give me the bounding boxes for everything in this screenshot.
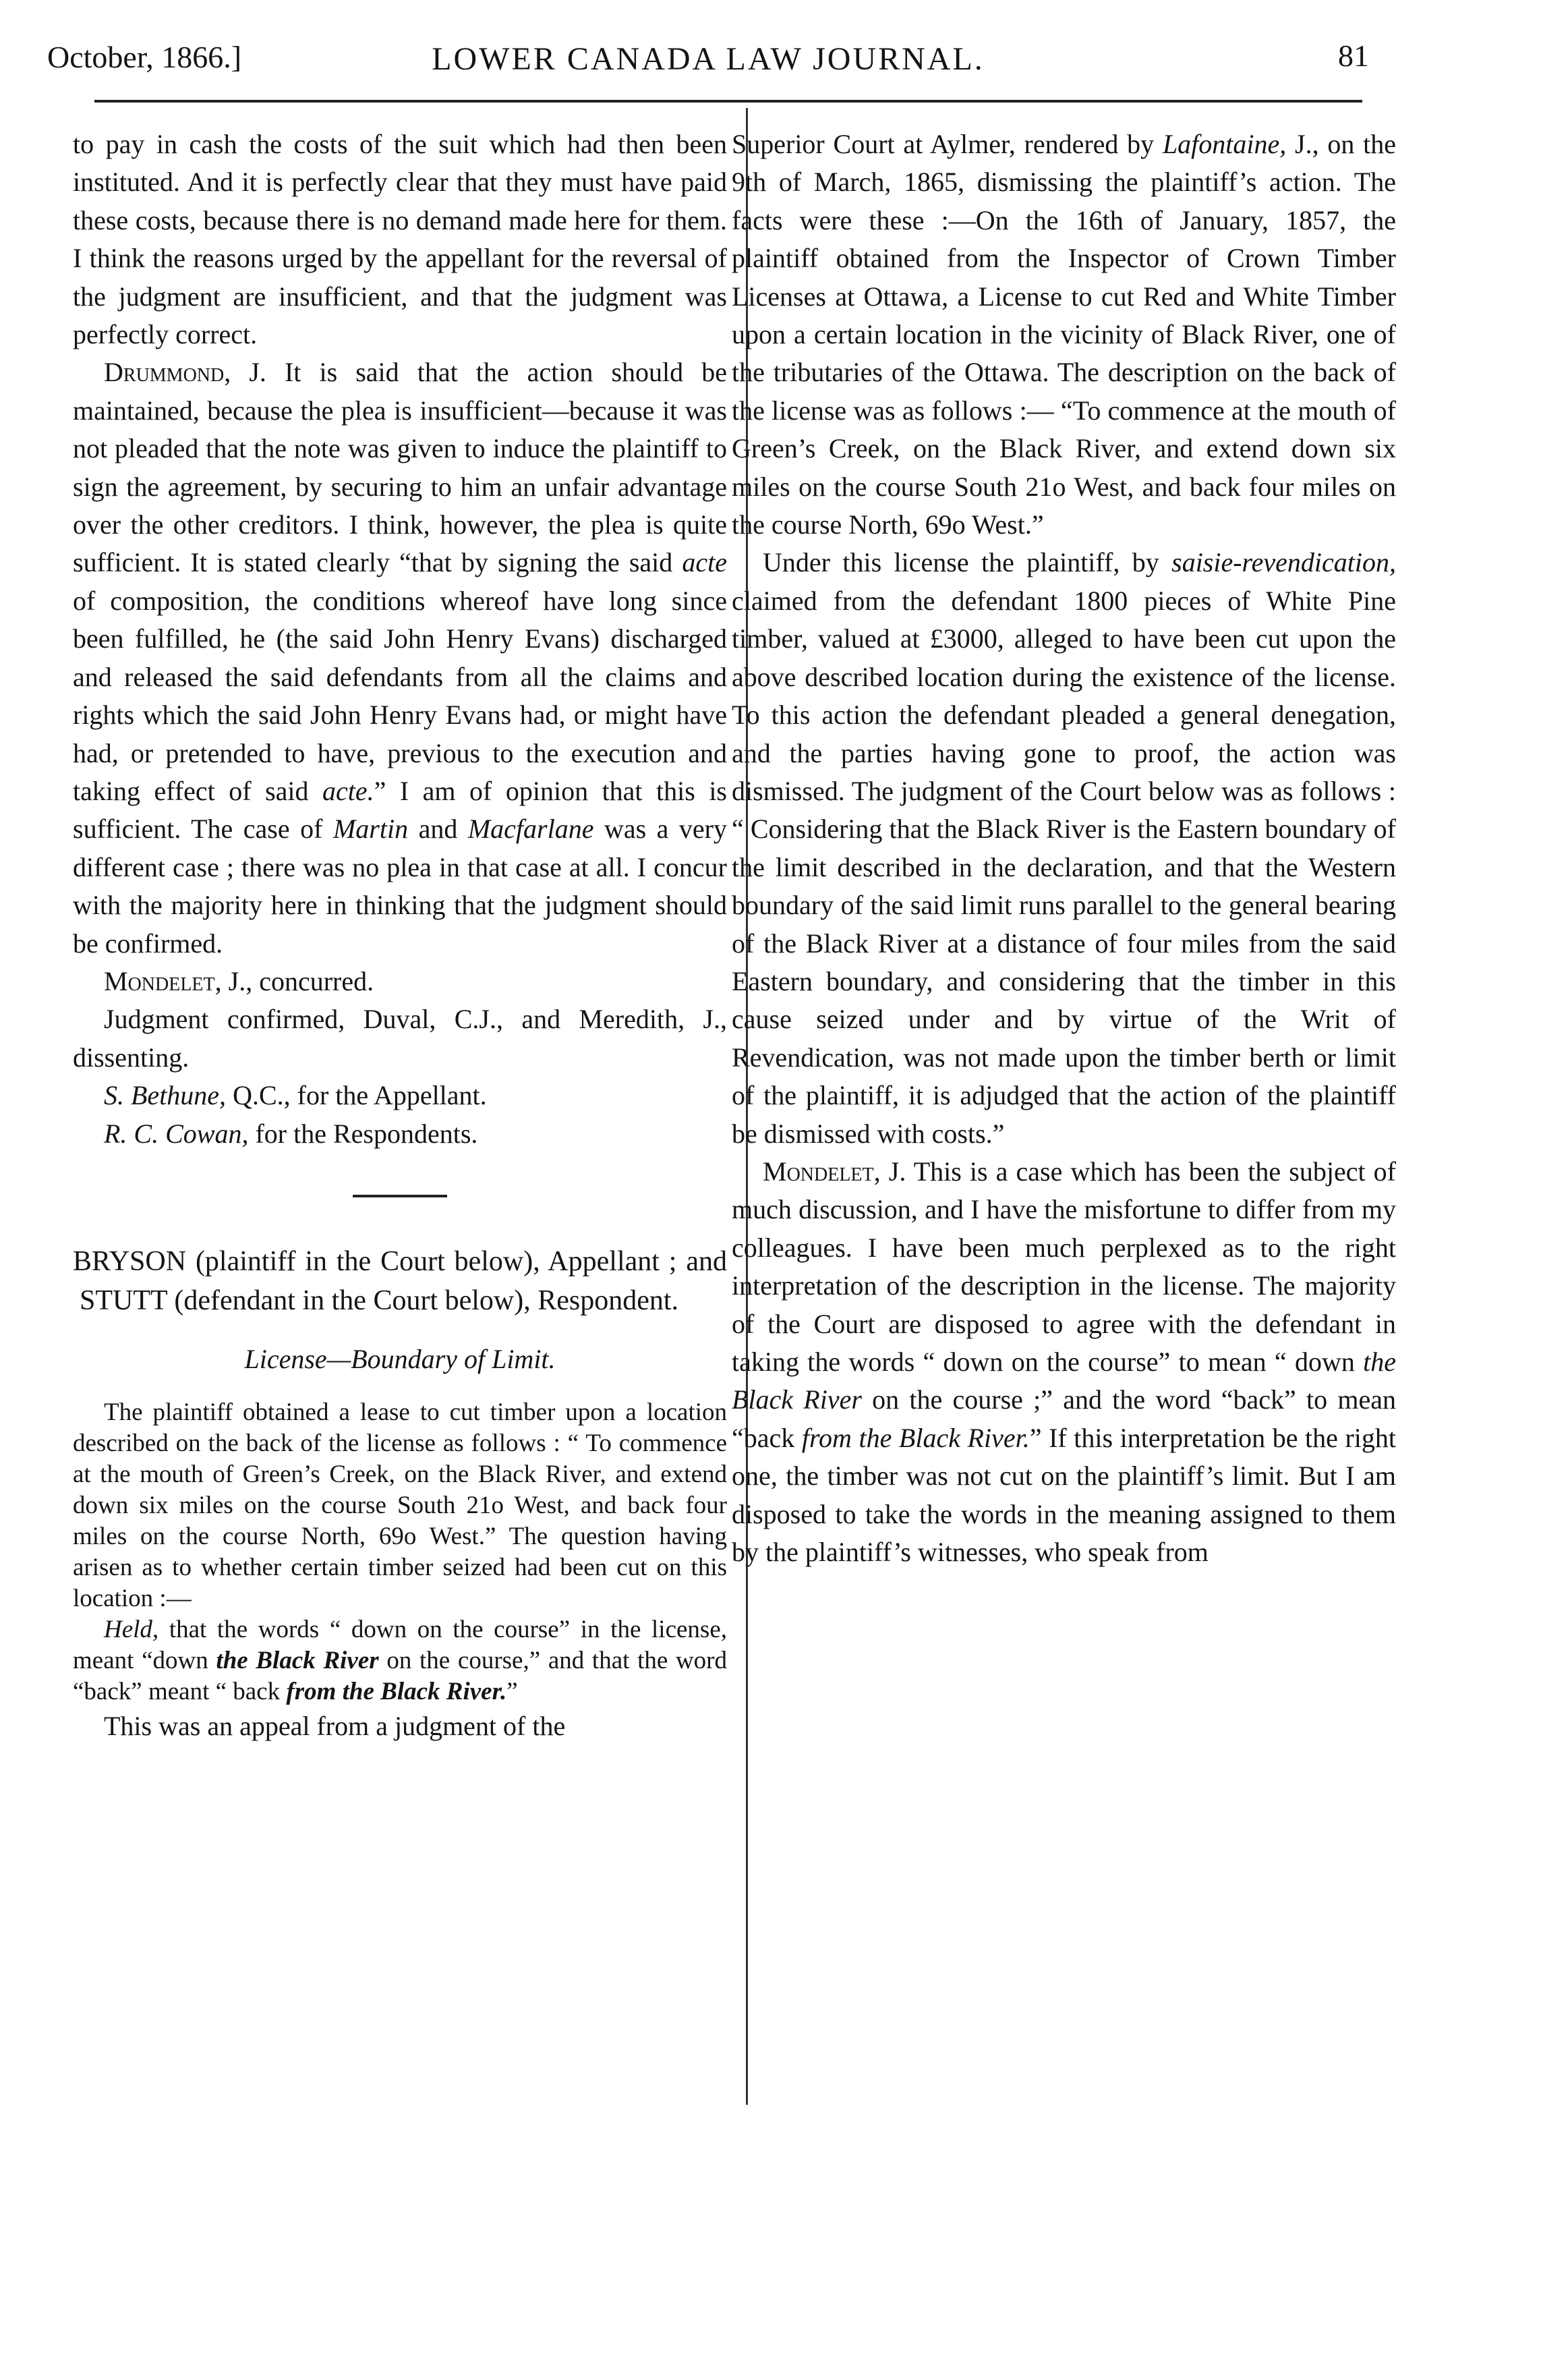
italic-term: saisie-revendication, xyxy=(1171,547,1396,578)
paragraph-license xyxy=(732,544,1396,1153)
text: , J. It is said that the action should be maintained, because the plea is insufficient—because it was not pleaded that the note was given to induce the plaintiff to sign the agreement, by securing to him an unfair advantage over the other creditors. I think, however, the plea is quite sufficient. It is stated clearly “that by signing the said xyxy=(73,357,727,578)
text: ” xyxy=(506,1678,518,1706)
text: J., on the 9th of March, 1865, dismissing the plaintiff’s action. The facts were these :—On the 16th of January, 1857, the plaintiff obtained from the Inspector of Crown Timber Licenses at Ottawa, a License to cut Red and White Timber upon a certain location in the vicinity of Black River, one of the tributaries of the Ottawa. The description on the back of the license was as follows :— “To commence at the mouth of Green’s Creek, on the Black River, and extend down six miles on the course South 21o West, and back four miles on the course North, 69o West.” xyxy=(732,129,1397,540)
counsel-appellant xyxy=(73,1077,727,1114)
emphasis: the Black River xyxy=(216,1647,379,1675)
case-title: BRYSON (plaintiff in the Court below), Appellant ; and STUTT (defendant in the Court below), Respondent. xyxy=(73,1245,727,1316)
text: on the course ;” and the word “back” to mean “back xyxy=(732,1384,1396,1453)
issue-date: October, 1866.] xyxy=(47,40,242,74)
judge-name: Mondelet xyxy=(104,965,215,996)
held-paragraph xyxy=(73,1614,727,1707)
text: Superior Court at Aylmer, rendered by xyxy=(732,129,1163,159)
emphasis: from the Black River. xyxy=(801,1422,1030,1453)
judgment-line: Judgment confirmed, Duval, C.J., and Meredith, J., dissenting. xyxy=(73,1004,727,1073)
paragraph-mondelet xyxy=(732,1153,1396,1571)
appeal-paragraph: This was an appeal from a judgment of the xyxy=(104,1711,566,1742)
text: ” I am of opinion that this is sufficient. The case of xyxy=(73,775,727,845)
text: for the Respondents. xyxy=(248,1118,478,1149)
headnote: The plaintiff obtained a lease to cut timber upon a location described on the back of the license as follows : “ To commence at the mouth of Green’s Creek, on the Black River, and extend down six miles on the course South 21o West, and back four miles on the course North, 69o West.” The question having arisen as to whether certain timber seized had been cut on this location :— xyxy=(73,1398,727,1613)
held-label: Held, xyxy=(104,1616,159,1644)
counsel-name: S. Bethune, xyxy=(104,1080,227,1111)
text: ” If this interpretation be the right one, the timber was not cut on the plaintiff’s limit. But I am disposed to take the words in the meaning assigned to them by the plaintiff’s witnesses, who speak from xyxy=(732,1422,1396,1568)
emphasis: from the Black River. xyxy=(286,1678,507,1706)
emphasis: the Black River xyxy=(732,1347,1396,1415)
counsel-name: R. C. Cowan, xyxy=(104,1118,249,1149)
text: Under this license the plaintiff, by xyxy=(763,547,1172,578)
paragraph-facts xyxy=(732,125,1396,544)
page-header xyxy=(40,20,1376,101)
judge-name: Lafontaine, xyxy=(1162,129,1287,159)
page-number: 81 xyxy=(1338,38,1369,73)
counsel-respondent xyxy=(73,1115,727,1153)
judge-name: Drummond xyxy=(104,357,225,388)
judge-name: Mondelet xyxy=(763,1156,874,1187)
text: claimed from the defendant 1800 pieces of White Pine timber, valued at £3000, alleged to have been cut upon the above described location during the existence of the license. To this action the defendant pleaded a general denegation, and the parties having gone to proof, the action was dismissed. The judgment of the Court below was as follows : “ Considering that the Black River is the Eastern boundary of the limit described in the declaration, and that the Western boundary of the said limit runs parallel to the general bearing of the Black River at a distance of four miles from the said Eastern boundary, and considering that the timber in this cause seized under and by virtue of the Writ of Revendication, was not made upon the timber berth or limit of the plaintiff, it is adjudged that the action of the plaintiff be dismissed with costs.” xyxy=(732,585,1396,1149)
text: Q.C., for the Appellant. xyxy=(226,1080,487,1111)
paragraph-drummond xyxy=(73,353,727,963)
right-column xyxy=(732,125,1396,1571)
section-rule xyxy=(353,1195,447,1197)
case-name: Martin xyxy=(332,814,409,845)
left-column xyxy=(73,125,727,1746)
paragraph-mondelet-concurred xyxy=(73,963,727,1000)
paragraph: to pay in cash the costs of the suit which had then been instituted. And it is perfectly clear that they must have paid these costs, because there is no demand made here for them. I think the reasons urged by the appellant for the reversal of the judgment are insufficient, and that the judgment was perfectly correct. xyxy=(73,129,727,350)
text: , J., concurred. xyxy=(214,965,374,996)
text: was a very different case ; there was no plea in that case at all. I concur with the majority here in thinking that the judgment should be confirmed. xyxy=(73,814,727,959)
journal-title: LOWER CANADA LAW JOURNAL. xyxy=(432,41,985,77)
italic-term: acte. xyxy=(322,775,374,806)
text: and xyxy=(408,814,468,845)
italic-term: acte xyxy=(682,547,727,578)
text: of composition, the conditions whereof have long since been fulfilled, he (the said John Henry Evans) discharged and released the said defendants from all the claims and rights which the said John Henry Evans had, or might have had, or pretended to have, previous to the execution and taking effect of said xyxy=(73,585,727,806)
text: , J. This is a case which has been the subject of much discussion, and I have the misfortune to differ from my colleagues. I have been much perplexed as to the right interpretation of the description in the license. The majority of the Court are disposed to agree with the defendant in taking the words “ down on the course” to mean “ down xyxy=(732,1156,1396,1377)
case-subject: License—Boundary of Limit. xyxy=(244,1343,556,1374)
text: on the course,” and that the word “back” meant “ back xyxy=(73,1647,728,1706)
case-name: Macfarlane xyxy=(467,814,594,845)
header-rule xyxy=(94,100,1362,103)
text: that the words “ down on the course” in the license, meant “down xyxy=(73,1616,727,1675)
